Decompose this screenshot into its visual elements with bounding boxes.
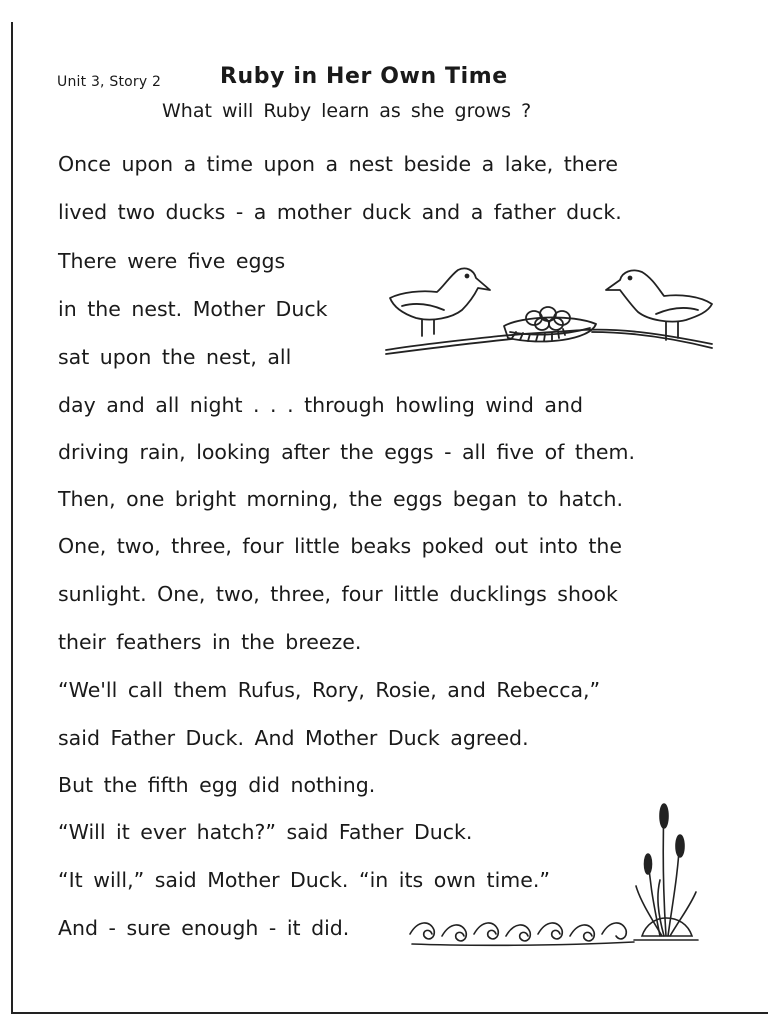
story-line: their feathers in the breeze.	[58, 630, 362, 654]
story-line: day and all night . . . through howling wind and	[58, 393, 583, 417]
decorative-border	[406, 916, 638, 950]
story-line: “We'll call them Rufus, Rory, Rosie, and Rebecca,”	[58, 678, 601, 702]
page-border-left	[11, 22, 13, 1014]
ducks-nest-illustration	[382, 262, 718, 362]
cattails-illustration	[632, 796, 700, 946]
story-line: One, two, three, four little beaks poked out into the	[58, 534, 623, 558]
story-line: sat upon the nest, all	[58, 345, 292, 369]
story-line: “It will,” said Mother Duck. “in its own time.”	[58, 868, 550, 892]
story-line: in the nest. Mother Duck	[58, 297, 328, 321]
unit-label: Unit 3, Story 2	[57, 74, 162, 90]
story-line: sunlight. One, two, three, four little ducklings shook	[58, 582, 618, 606]
story-title: Ruby in Her Own Time	[220, 64, 508, 89]
story-line: But the fifth egg did nothing.	[58, 773, 376, 797]
story-line: There were five eggs	[58, 249, 286, 273]
page-border-bottom	[11, 1012, 768, 1014]
story-line: “Will it ever hatch?” said Father Duck.	[58, 820, 473, 844]
story-line: driving rain, looking after the eggs - all five of them.	[58, 440, 636, 464]
story-line: And - sure enough - it did.	[58, 916, 350, 940]
story-line: Then, one bright morning, the eggs began to hatch.	[58, 487, 623, 511]
guiding-question: What will Ruby learn as she grows ?	[162, 100, 532, 122]
story-line: said Father Duck. And Mother Duck agreed.	[58, 726, 529, 750]
story-line: lived two ducks - a mother duck and a father duck.	[58, 200, 622, 224]
story-line: Once upon a time upon a nest beside a lake, there	[58, 152, 618, 176]
